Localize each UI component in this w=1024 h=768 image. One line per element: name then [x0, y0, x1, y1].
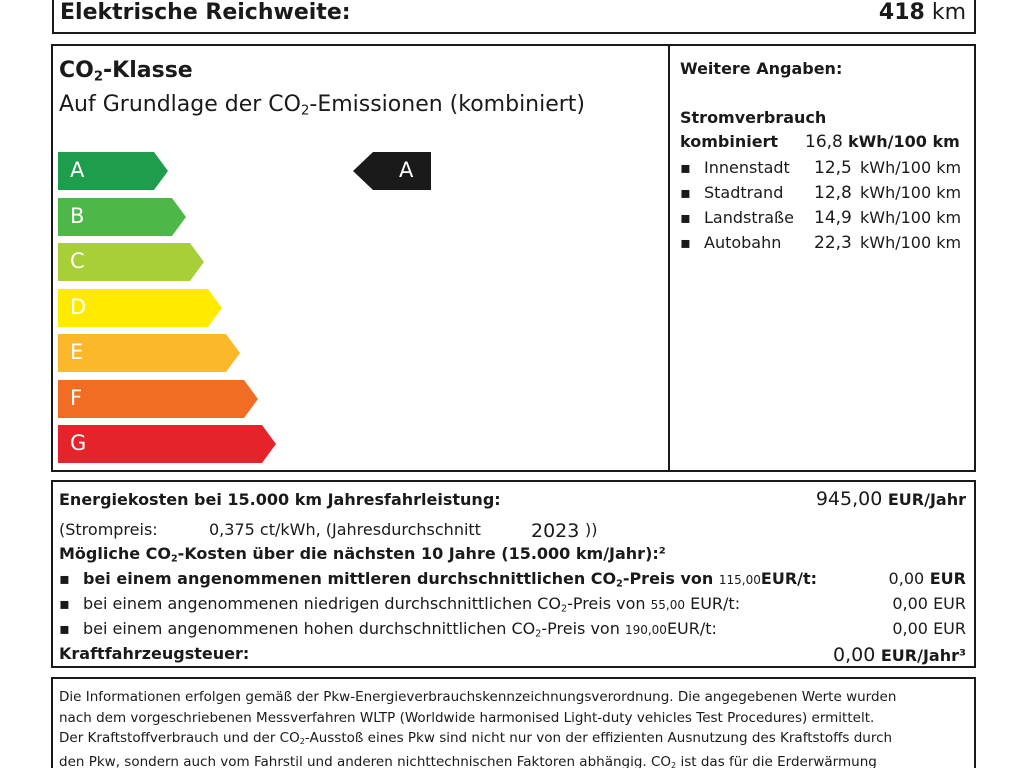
costs-panel: Energiekosten bei 15.000 km Jahresfahrleistung: 945,00 EUR/Jahr (Strompreis: 0,375 ct/kWh, (Jahresdurchschnitt 2023 )) Mögliche $CO_2$-Kosten über die nächsten 10 Jahre (15.000 km/Jahr):² ▪ bei einem angenommenen mittleren durchschnittlichen $CO_2$-Preis von 115,00EUR/t: 0,00 EUR ▪ bei einem angenommenen niedrigen durchschnittlichen $CO_2$-Preis von 55,00 EUR/t: 0,00 EUR ▪ bei einem angenommenen hohen durchschnittlichen $CO_2$-Preis von 190,00EUR/t: 0,00 EUR Kraftfahrzeugsteuer: 0,00 EUR/Jahr³	[51, 480, 976, 668]
bullet-icon: ▪	[59, 619, 70, 638]
current-class-marker	[353, 152, 431, 190]
combined-label: kombiniert	[680, 132, 779, 151]
bullet-icon: ▪	[59, 594, 70, 613]
range-number: 418	[878, 0, 925, 25]
energy-cost-row	[59, 490, 966, 509]
combined-value: 16,8	[805, 132, 843, 152]
range-label: Elektrische Reichweite:	[60, 0, 351, 25]
energy-class-bar-c	[58, 243, 204, 281]
energy-cost-label: Energiekosten bei 15.000 km Jahresfahrleistung:	[59, 490, 501, 509]
more-info-title: Weitere Angaben:	[680, 59, 843, 78]
note-line: Die Informationen erfolgen gemäß der Pkw-Energieverbrauchskennzeichnungsverordnung. Die angegebenen Werte wurden	[59, 689, 897, 705]
bullet-icon: ▪	[680, 208, 691, 227]
co2-cost-heading: Mögliche $CO_2$-Kosten über die nächsten 10 Jahre (15.000 km/Jahr):²	[59, 544, 666, 565]
power-consumption-title: Stromverbrauch	[680, 108, 827, 127]
vehicle-tax-value: 0,00	[832, 644, 876, 666]
co2-class-panel	[51, 44, 976, 472]
vehicle-tax-unit: EUR/Jahr³	[880, 646, 966, 665]
energy-class-letter: C	[70, 249, 85, 273]
note-line: Der Kraftstoffverbrauch und der $CO_2$-Ausstoß eines Pkw sind nicht nur von der effizienten Ausnutzung des Kraftstoffs durch	[59, 730, 893, 747]
bullet-icon: ▪	[680, 233, 691, 252]
bullet-icon: ▪	[680, 158, 691, 177]
range-box	[52, 0, 976, 34]
energy-class-letter: A	[70, 158, 85, 182]
legal-notes	[51, 677, 976, 768]
vehicle-tax-row	[59, 644, 966, 666]
energy-cost-value: 945,00	[815, 488, 883, 510]
note-line: den Pkw, sondern auch vom Fahrstil und anderen nichttechnischen Faktoren abhängig. $CO_2$ ist das für die Erderwärmung	[59, 753, 877, 768]
energy-class-bar-g	[58, 425, 276, 463]
co2-class-subtitle: Auf Grundlage der $CO_2$-Emissionen (kombiniert)	[59, 92, 586, 119]
energy-class-letter: G	[70, 431, 87, 455]
co2-class-title: $CO_2$-Klasse	[59, 58, 193, 85]
energy-class-bar-b	[58, 198, 186, 236]
energy-class-bar-a	[58, 152, 168, 190]
marker-arrow-icon	[353, 152, 431, 190]
combined-unit: kWh/100 km	[847, 132, 960, 151]
combined-consumption-row	[680, 132, 970, 151]
price-label: (Strompreis:	[59, 520, 158, 539]
energy-class-bar-f	[58, 380, 258, 418]
bullet-icon: ▪	[680, 183, 691, 202]
energy-class-letter: B	[70, 203, 85, 228]
energy-cost-unit: EUR/Jahr	[887, 490, 966, 509]
price-row: (Strompreis: 0,375 ct/kWh, (Jahresdurchschnitt 2023 ))	[59, 520, 598, 542]
price-value: 0,375	[209, 520, 255, 539]
bullet-icon: ▪	[59, 569, 70, 588]
current-class-letter: A	[399, 158, 414, 182]
energy-class-bar-d	[58, 289, 222, 327]
price-unit: ct/kWh, (Jahresdurchschnitt	[259, 520, 481, 539]
range-unit: km	[931, 0, 966, 25]
note-line: nach dem vorgeschriebenen Messverfahren WLTP (Worldwide harmonised Light-duty vehicles Test Procedures) ermittelt.	[59, 709, 875, 726]
more-info-panel: Weitere Angaben: Stromverbrauch kombiniert 16,8 kWh/100 km ▪ Innenstadt 12,5 kWh/100 km ▪ Stadtrand 12,8 kWh/100 km ▪ Landstraße 14,9 kWh/100 km ▪ Autobahn 22,3 kWh/100 km	[670, 46, 974, 470]
vehicle-tax-label: Kraftfahrzeugsteuer:	[59, 644, 250, 663]
co2-class-scale	[53, 46, 670, 470]
energy-class-letter: F	[70, 385, 83, 410]
energy-class-bar-e	[58, 334, 240, 372]
range-value	[879, 0, 966, 25]
energy-class-letter: D	[70, 294, 87, 319]
price-year: 2023	[531, 520, 580, 542]
energy-class-letter: E	[70, 340, 84, 364]
